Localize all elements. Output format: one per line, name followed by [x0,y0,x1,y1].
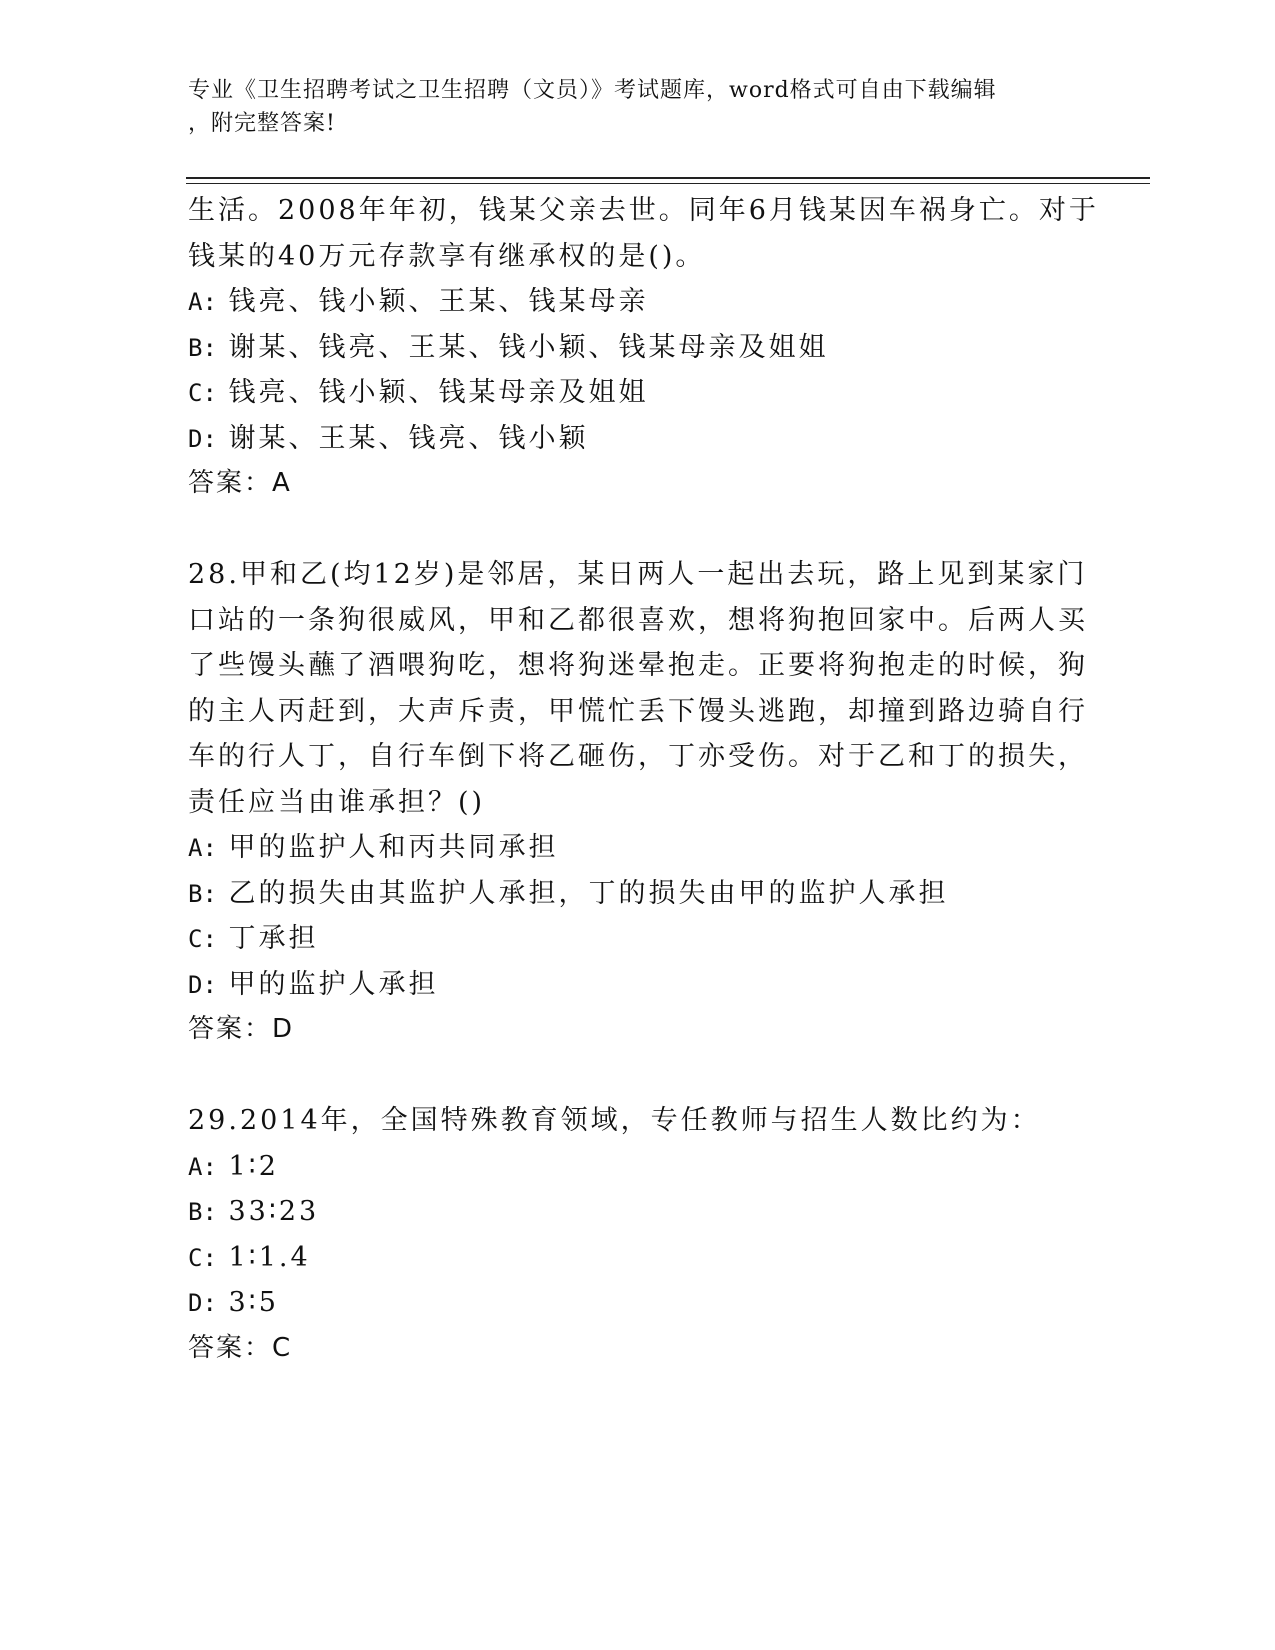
question-29-option-c [188,1235,1068,1281]
page-header [188,74,1068,140]
option-text: 谢某、王某、钱亮、钱小颖 [228,422,589,454]
question-28-option-b [188,871,1068,917]
option-text: 1∶1.4 [228,1241,311,1273]
question-27-option-d [188,416,1068,462]
question-27-answer: 答案：A [188,468,292,498]
question-28-stem-line-1: 28.甲和乙(均12岁)是邻居，某日两人一起出去玩，路上见到某家门 [188,559,1088,590]
option-letter: C: [188,379,217,407]
option-letter: B: [188,879,217,908]
option-text: 谢某、钱亮、王某、钱小颖、钱某母亲及姐姐 [228,331,829,363]
option-letter: D: [188,970,217,999]
option-letter: D: [188,1289,217,1317]
question-27-stem-line-2: 钱某的40万元存款享有继承权的是()。 [188,240,706,272]
question-28-stem-line-5: 车的行人丁，自行车倒下将乙砸伤，丁亦受伤。对于乙和丁的损失， [188,741,1088,772]
option-text: 乙的损失由其监护人承担，丁的损失由甲的监护人承担 [228,877,949,909]
option-letter: A: [188,1152,217,1181]
option-letter: A: [188,834,217,862]
question-29-answer: 答案：C [188,1332,293,1363]
question-29-option-a [188,1144,1068,1190]
question-28-stem-line-3: 了些馒头蘸了酒喂狗吃，想将狗迷晕抱走。正要将狗抱走的时候，狗 [188,650,1088,681]
question-27-stem-line-1: 生活。2008年年初，钱某父亲去世。同年6月钱某因车祸身亡。对于 [188,195,1099,226]
question-28-option-c [188,916,1068,962]
question-27-option-c [188,370,1068,416]
question-28-stem-line-6: 责任应当由谁承担？() [188,786,486,818]
option-letter: B: [188,1198,217,1226]
header-title-line-1: 专业《卫生招聘考试之卫生招聘（文员）》考试题库，word格式可自由下载编辑 [188,78,997,103]
question-29-option-b [188,1189,1068,1235]
option-letter: D: [188,424,217,453]
option-letter: B: [188,333,217,362]
option-letter: A: [188,288,217,316]
question-28-stem-line-2: 口站的一条狗很威风，甲和乙都很喜欢，想将狗抱回家中。后两人买 [188,604,1088,636]
header-divider-thick [186,177,1150,179]
header-title-line-2: ，附完整答案! [188,111,336,136]
spacer [188,507,1068,553]
question-28 [188,552,1088,1053]
question-28-stem-line-4: 的主人丙赶到，大声斥责，甲慌忙丢下馒头逃跑，却撞到路边骑自行 [188,695,1088,727]
question-27-option-b [188,325,1068,371]
question-28-option-a [188,825,1068,871]
option-text: 丁承担 [228,923,319,954]
spacer [188,1053,1068,1099]
option-text: 1∶2 [228,1150,279,1182]
option-text: 甲的监护人和丙共同承担 [228,832,559,863]
question-27-option-a [188,279,1068,325]
header-divider-thin [186,183,1150,184]
option-text: 甲的监护人承担 [228,968,439,1000]
question-27 [188,188,1099,507]
option-text: 钱亮、钱小颖、钱某母亲及姐姐 [228,377,649,408]
option-text: 钱亮、钱小颖、王某、钱某母亲 [228,286,649,317]
question-list [188,188,1099,1371]
option-letter: C: [188,925,217,953]
question-28-option-d [188,962,1068,1008]
option-letter: C: [188,1243,217,1272]
question-28-answer: 答案：D [188,1014,295,1044]
question-29-option-d [188,1280,1068,1326]
option-text: 33∶23 [228,1196,320,1227]
question-29 [188,1098,1068,1371]
question-29-stem-line-1: 29.2014年，全国特殊教育领域，专任教师与招生人数比约为： [188,1105,1041,1136]
option-text: 3∶5 [228,1287,279,1318]
